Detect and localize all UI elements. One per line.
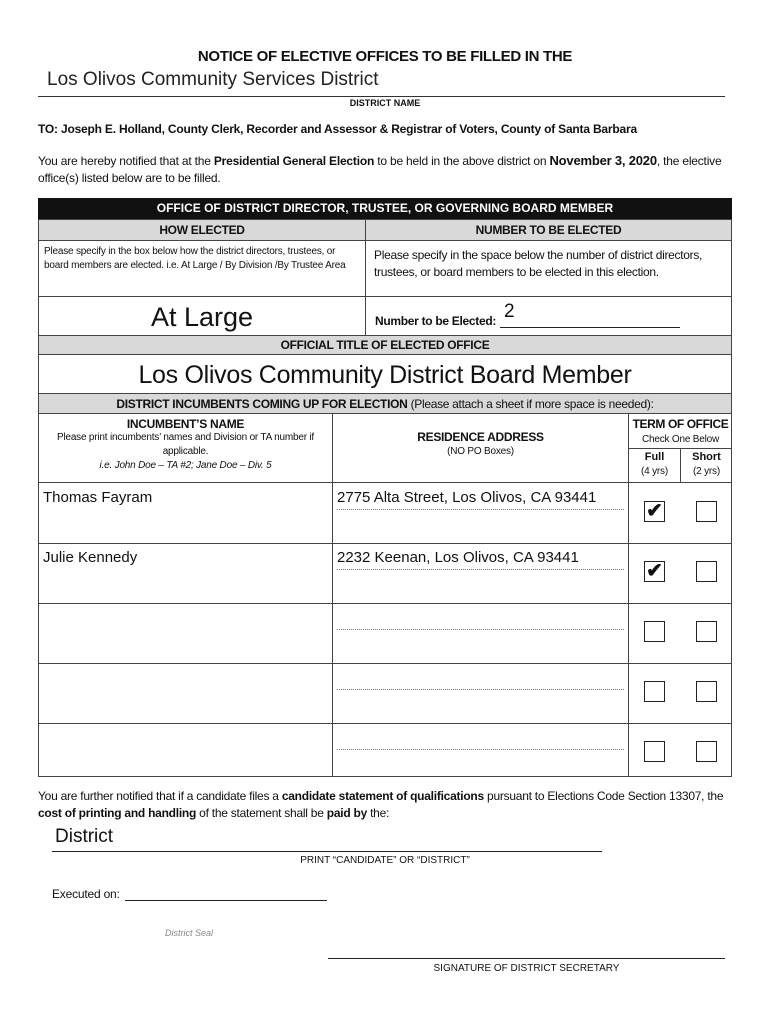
notice-text-3: , the elective office(s) listed below are to be filled. xyxy=(38,154,722,185)
residence-address-field[interactable] xyxy=(337,729,624,750)
number-to-be-elected-header: NUMBER TO BE ELECTED xyxy=(365,219,732,241)
executed-on-label: Executed on: xyxy=(52,887,120,901)
official-title-field[interactable] xyxy=(38,354,732,394)
full-term-checkbox[interactable] xyxy=(644,561,665,582)
incumbent-row xyxy=(39,543,731,604)
statement-bold-3: paid by xyxy=(326,806,368,820)
official-title-value: Los Olivos Community District Board Member xyxy=(138,361,632,389)
incumbent-name-example: i.e. John Doe – TA #2; Jane Doe – Div. 5 xyxy=(99,460,272,471)
full-term-checkbox[interactable] xyxy=(644,741,665,762)
election-notice xyxy=(38,152,738,187)
district-name-value[interactable]: Los Olivos Community Services District xyxy=(47,69,379,90)
statement-text-3: of the statement shall be xyxy=(196,806,327,820)
addressee-line: TO: Joseph E. Holland, County Clerk, Recorder and Assessor & Registrar of Voters, County of Santa Barbara xyxy=(38,122,637,136)
incumbent-row xyxy=(39,483,731,544)
incumbent-name-header: INCUMBENT’S NAME xyxy=(126,417,245,431)
term-of-office-note: Check One Below xyxy=(641,434,720,445)
short-term-label: Short xyxy=(692,451,721,463)
paid-by-field[interactable]: District xyxy=(55,826,114,847)
short-term-checkbox[interactable] xyxy=(696,561,717,582)
signature-caption: SIGNATURE OF DISTRICT SECRETARY xyxy=(433,963,620,974)
notice-text-1: You are hereby notified that at the xyxy=(38,154,214,168)
statement-text-1: You are further notified that if a candidate files a xyxy=(38,789,282,803)
full-term-label: Full xyxy=(644,451,665,463)
number-to-be-elected-label: Number to be Elected: xyxy=(375,314,497,328)
paid-by-caption: PRINT “CANDIDATE” OR “DISTRICT” xyxy=(300,855,470,866)
short-term-checkbox[interactable] xyxy=(696,681,717,702)
number-instructions: Please specify in the space below the number of district directors, trustees, or board members to be elected in this election. xyxy=(365,240,732,297)
official-title-header: OFFICIAL TITLE OF ELECTED OFFICE xyxy=(38,335,732,355)
full-term-checkbox[interactable] xyxy=(644,621,665,642)
notice-text-2: to be held in the above district on xyxy=(374,154,550,168)
incumbents-header-bold: DISTRICT INCUMBENTS COMING UP FOR ELECTION xyxy=(116,397,408,411)
incumbents-table xyxy=(38,413,732,777)
short-term-checkbox[interactable] xyxy=(696,621,717,642)
residence-address-field[interactable]: 2232 Keenan, Los Olivos, CA 93441 xyxy=(337,549,624,570)
how-elected-header: HOW ELECTED xyxy=(38,219,366,241)
how-elected-instructions: Please specify in the box below how the district directors, trustees, or board members are elected. i.e. At Large / By Division /By Trustee Area xyxy=(38,240,366,297)
number-to-be-elected-cell xyxy=(365,296,732,337)
short-term-years: (2 yrs) xyxy=(693,466,720,477)
incumbent-name-field[interactable]: Thomas Fayram xyxy=(43,489,153,506)
incumbent-name-field[interactable]: Julie Kennedy xyxy=(43,549,138,566)
executed-on-field[interactable] xyxy=(125,900,327,913)
incumbent-row xyxy=(39,723,731,776)
statement-notice xyxy=(38,788,738,822)
statement-bold-2: cost of printing and handling xyxy=(38,806,197,820)
number-to-be-elected-value: 2 xyxy=(504,301,515,322)
incumbents-header-note: (Please attach a sheet if more space is needed): xyxy=(407,397,654,411)
incumbent-row xyxy=(39,663,731,724)
residence-address-note: (NO PO Boxes) xyxy=(447,446,514,457)
office-section-header: OFFICE OF DISTRICT DIRECTOR, TRUSTEE, OR GOVERNING BOARD MEMBER xyxy=(38,198,732,219)
residence-address-field[interactable] xyxy=(337,609,624,630)
incumbent-name-instructions: Please print incumbents’ names and Division or TA number if applicable. xyxy=(56,432,315,457)
incumbents-section-header xyxy=(38,393,732,414)
district-name-caption: DISTRICT NAME xyxy=(349,98,421,108)
number-to-be-elected-field[interactable] xyxy=(500,301,680,328)
paid-by-underline xyxy=(52,851,602,852)
short-term-checkbox[interactable] xyxy=(696,741,717,762)
district-name-underline xyxy=(38,96,725,97)
term-header-cell xyxy=(629,414,732,447)
residence-address-field[interactable] xyxy=(337,669,624,690)
full-term-header xyxy=(629,451,680,479)
checkmark-icon: ✔ xyxy=(646,560,663,582)
incumbent-name-header-cell xyxy=(39,414,332,473)
checkmark-icon: ✔ xyxy=(646,500,663,522)
incumbent-row xyxy=(39,603,731,664)
how-elected-value: At Large xyxy=(150,302,254,332)
election-name: Presidential General Election xyxy=(213,154,375,168)
term-of-office-header: TERM OF OFFICE xyxy=(632,417,729,431)
residence-address-header-cell xyxy=(333,430,628,459)
statement-text-2: pursuant to Elections Code Section 13307, the xyxy=(483,789,724,803)
full-term-checkbox[interactable] xyxy=(644,501,665,522)
how-elected-field[interactable] xyxy=(38,296,366,337)
district-seal-label: District Seal xyxy=(165,928,214,938)
election-date[interactable]: November 3, 2020 xyxy=(549,153,657,168)
full-term-years: (4 yrs) xyxy=(641,466,668,477)
residence-address-header: RESIDENCE ADDRESS xyxy=(417,430,544,444)
residence-address-field[interactable]: 2775 Alta Street, Los Olivos, CA 93441 xyxy=(337,489,624,510)
short-term-checkbox[interactable] xyxy=(696,501,717,522)
form-title: NOTICE OF ELECTIVE OFFICES TO BE FILLED IN THE xyxy=(197,48,573,65)
full-term-checkbox[interactable] xyxy=(644,681,665,702)
statement-bold-1: candidate statement of qualifications xyxy=(281,789,484,803)
short-term-header xyxy=(681,451,732,479)
statement-text-4: the: xyxy=(367,806,390,820)
